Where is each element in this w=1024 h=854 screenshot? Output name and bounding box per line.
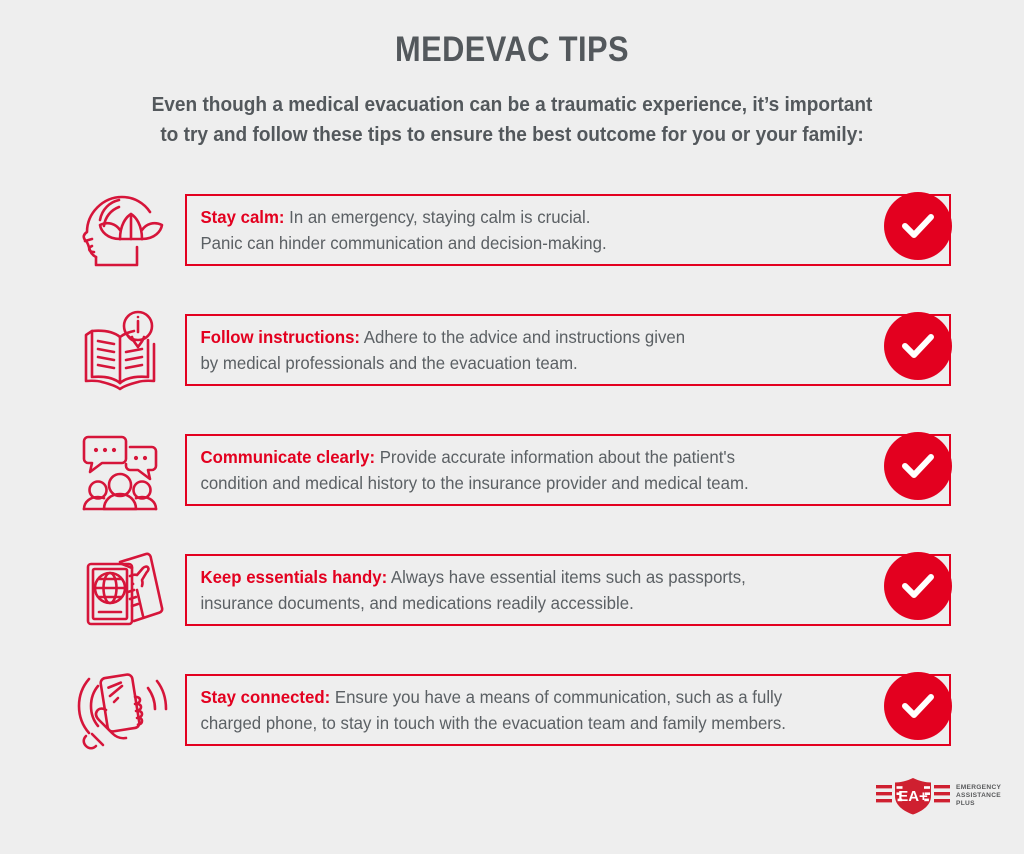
tip-text: [187, 324, 762, 376]
check-icon: [884, 192, 952, 260]
tip-row: [0, 660, 1024, 780]
tip-line-1: Provide accurate information about the patient's: [375, 447, 735, 467]
brand-logo: [876, 772, 1002, 820]
tip-line-1: Always have essential items such as passports,: [387, 567, 746, 587]
tip-box: [185, 194, 951, 266]
tip-box: [185, 434, 951, 506]
tip-row: [0, 300, 1024, 420]
tip-line-2: condition and medical history to the insurance provider and medical team.: [200, 473, 749, 493]
logo-wordmark: [956, 784, 1001, 809]
tips-list: [0, 180, 1024, 780]
tip-line-2: insurance documents, and medications readily accessible.: [200, 593, 634, 613]
tip-label: Stay calm:: [200, 207, 285, 227]
tip-box: [185, 554, 951, 626]
ea-plus-shield-icon: [876, 776, 950, 816]
tip-row: [0, 540, 1024, 660]
tip-text: [187, 564, 823, 616]
head-lotus-icon: [66, 180, 174, 280]
tip-label: Communicate clearly:: [200, 447, 376, 467]
tip-line-1: Adhere to the advice and instructions given: [360, 327, 686, 347]
tip-line-2: charged phone, to stay in touch with the evacuation team and family members.: [200, 713, 786, 733]
tip-line-1: Ensure you have a means of communication, such as a fully: [330, 687, 783, 707]
tip-label: Keep essentials handy:: [200, 567, 388, 587]
tip-label: Stay connected:: [200, 687, 331, 707]
tip-label: Follow instructions:: [200, 327, 361, 347]
subtitle-line-2: to try and follow these tips to ensure the best outcome for you or your family:: [160, 123, 864, 146]
tip-line-2: Panic can hinder communication and decision-making.: [200, 233, 607, 253]
tip-row: [0, 420, 1024, 540]
check-icon: [884, 672, 952, 740]
subtitle-line-1: Even though a medical evacuation can be a traumatic experience, it’s important: [151, 93, 873, 116]
tip-text: [187, 684, 863, 736]
tip-box: [185, 314, 951, 386]
speech-bubbles-people-icon: [66, 420, 174, 520]
tip-line-2: by medical professionals and the evacuation team.: [200, 353, 578, 373]
logo-word-3: PLUS: [956, 800, 975, 808]
open-book-info-icon: [66, 300, 174, 400]
logo-monogram: EA+: [898, 788, 928, 805]
hand-phone-signal-icon: [66, 660, 174, 760]
tip-line-1: In an emergency, staying calm is crucial.: [284, 207, 591, 227]
logo-word-2: ASSISTANCE: [956, 791, 1002, 799]
page-subtitle: [36, 90, 988, 150]
check-icon: [884, 312, 952, 380]
check-icon: [884, 552, 952, 620]
tip-box: [185, 674, 951, 746]
tip-text: [187, 204, 683, 256]
tip-row: [0, 180, 1024, 300]
logo-word-1: EMERGENCY: [956, 783, 1002, 791]
page-title: MEDEVAC TIPS: [394, 30, 630, 69]
check-icon: [884, 432, 952, 500]
passport-ticket-icon: [66, 540, 174, 640]
tip-text: [187, 444, 825, 496]
